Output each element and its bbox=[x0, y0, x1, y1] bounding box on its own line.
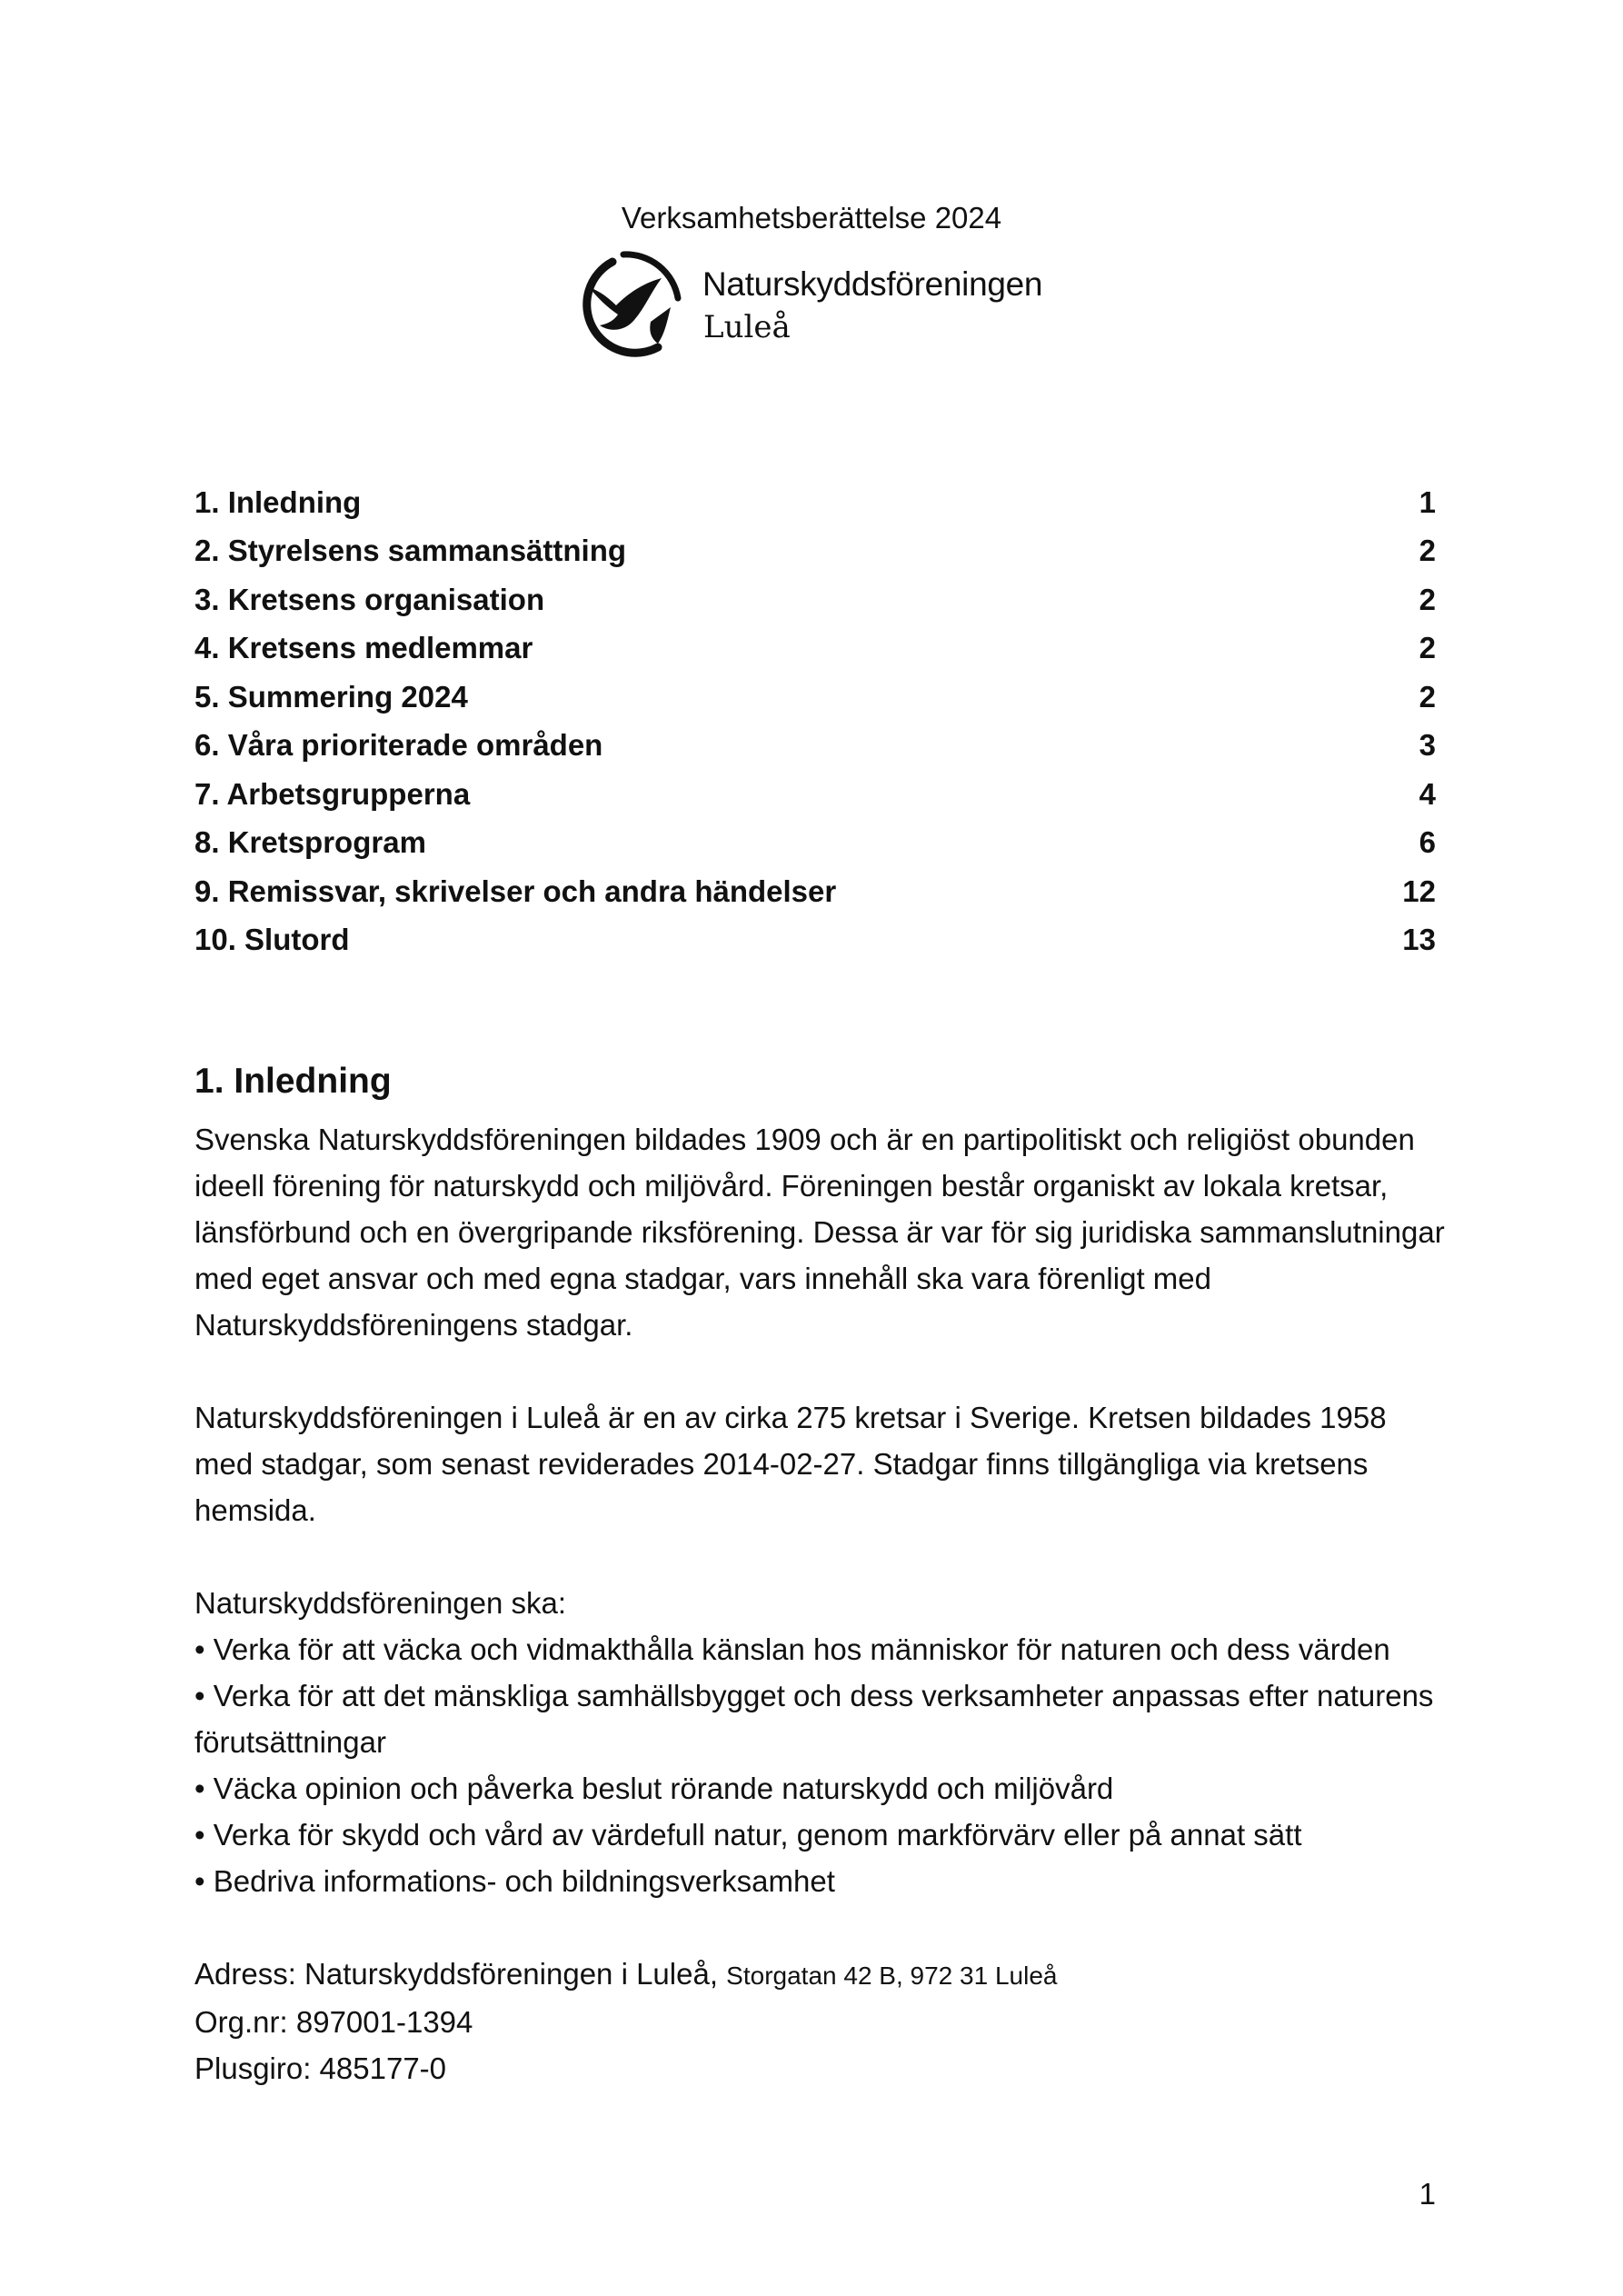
toc-page: 6 bbox=[1419, 825, 1436, 860]
toc-label: 6. Våra prioriterade områden bbox=[194, 728, 603, 763]
toc-row[interactable] bbox=[194, 722, 1436, 771]
toc-page: 2 bbox=[1419, 631, 1436, 665]
swallow-bird-icon bbox=[563, 244, 687, 367]
logo-name: Naturskyddsföreningen bbox=[702, 265, 1043, 303]
org-number: Org.nr: 897001-1394 bbox=[194, 2005, 473, 2039]
toc-row[interactable] bbox=[194, 867, 1436, 916]
toc-page: 13 bbox=[1402, 923, 1436, 957]
toc-page: 2 bbox=[1419, 582, 1436, 616]
toc-row[interactable] bbox=[194, 770, 1436, 819]
table-of-contents bbox=[194, 478, 1436, 964]
toc-page: 4 bbox=[1419, 776, 1436, 811]
list-intro: Naturskyddsföreningen ska: bbox=[194, 1586, 567, 1620]
toc-label: 8. Kretsprogram bbox=[194, 825, 426, 860]
toc-row[interactable] bbox=[194, 624, 1436, 674]
list-item: • Verka för att det mänskliga samhällsbygget och dess verksamheter anpassas efter naturens förutsättningar bbox=[194, 1679, 1434, 1759]
list-item: • Väcka opinion och påverka beslut rörande naturskydd och miljövård bbox=[194, 1772, 1114, 1805]
toc-row[interactable] bbox=[194, 575, 1436, 624]
list-item: • Verka för att väcka och vidmakthålla känslan hos människor för naturen och dess värden bbox=[194, 1632, 1390, 1666]
toc-row[interactable] bbox=[194, 673, 1436, 722]
paragraph: Svenska Naturskyddsföreningen bildades 1909 och är en partipolitiskt och religiöst obunden ideell förening för naturskydd och miljövård. Föreningen består organiskt av lokala kretsar, länsförbund och en övergripande riksförening. Dessa är var för sig juridiska sammanslutningar med eget ansvar och med egna stadgar, vars innehåll ska vara förenligt med Naturskyddsföreningens stadgar. bbox=[194, 1123, 1445, 1342]
toc-row[interactable] bbox=[194, 916, 1436, 965]
plusgiro: Plusgiro: 485177-0 bbox=[194, 2051, 447, 2085]
page-number: 1 bbox=[1419, 2177, 1436, 2211]
list-item: • Verka för skydd och vård av värdefull natur, genom markförvärv eller på annat sätt bbox=[194, 1818, 1302, 1852]
toc-page: 1 bbox=[1419, 484, 1436, 519]
list-item: • Bedriva informations- och bildningsverksamhet bbox=[194, 1864, 835, 1898]
toc-label: 7. Arbetsgrupperna bbox=[194, 776, 471, 811]
logo bbox=[563, 244, 1072, 371]
bullet-list bbox=[194, 1626, 1449, 1904]
toc-label: 5. Summering 2024 bbox=[194, 679, 468, 714]
logo-subtitle: Luleå bbox=[703, 309, 791, 345]
toc-label: 2. Styrelsens sammansättning bbox=[194, 534, 627, 568]
address-line bbox=[194, 1951, 1449, 1999]
toc-page: 3 bbox=[1419, 728, 1436, 763]
toc-row[interactable] bbox=[194, 478, 1436, 527]
toc-label: 9. Remissvar, skrivelser och andra händelser bbox=[194, 873, 837, 908]
toc-row[interactable] bbox=[194, 527, 1436, 576]
toc-label: 4. Kretsens medlemmar bbox=[194, 631, 533, 665]
address-street: Storgatan 42 B, 972 31 Luleå bbox=[726, 1962, 1058, 1990]
section-body bbox=[194, 1116, 1449, 2091]
toc-row[interactable] bbox=[194, 819, 1436, 868]
toc-page: 2 bbox=[1419, 534, 1436, 568]
toc-page: 12 bbox=[1402, 873, 1436, 908]
toc-label: 3. Kretsens organisation bbox=[194, 582, 545, 616]
toc-label: 10. Slutord bbox=[194, 923, 350, 957]
paragraph: Naturskyddsföreningen i Luleå är en av cirka 275 kretsar i Sverige. Kretsen bildades 1958 med stadgar, som senast reviderades 2014-02-27. Stadgar finns tillgängliga via kretsens hemsida. bbox=[194, 1401, 1387, 1527]
toc-page: 2 bbox=[1419, 679, 1436, 714]
document-title: Verksamhetsberättelse 2024 bbox=[621, 201, 1002, 235]
section-heading: 1. Inledning bbox=[194, 1062, 392, 1101]
address-label: Adress: Naturskyddsföreningen i Luleå, bbox=[194, 1957, 718, 1991]
toc-label: 1. Inledning bbox=[194, 484, 362, 519]
